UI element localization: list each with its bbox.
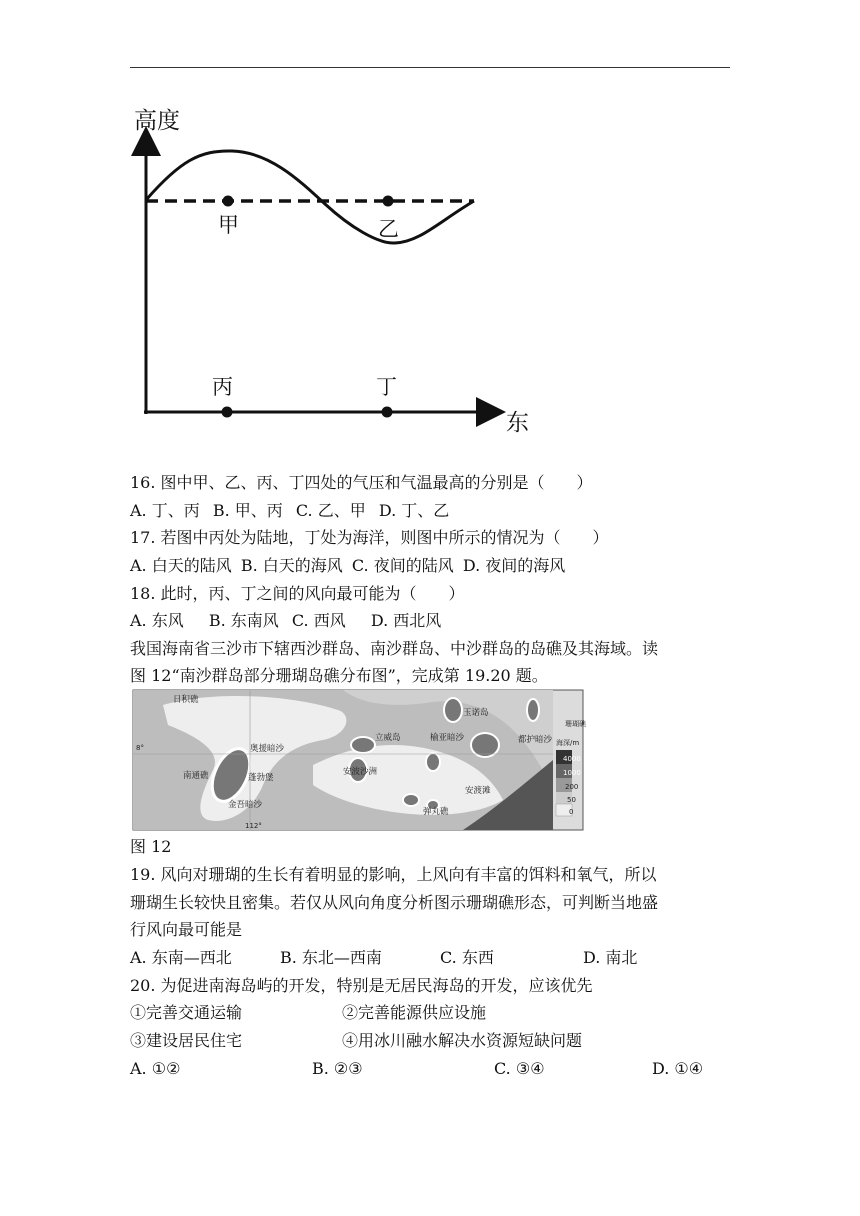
- isobar-curve: [146, 151, 474, 243]
- map-label: 都护暗沙: [518, 735, 553, 745]
- q16-options: [130, 500, 449, 522]
- point-ding: [382, 407, 393, 418]
- q17-option-d[interactable]: D. 夜间的海风: [462, 556, 566, 575]
- label-bing: 丙: [212, 375, 233, 399]
- reef: [471, 733, 499, 757]
- map-label: 南通礁: [183, 771, 209, 781]
- q18-options: [130, 610, 441, 632]
- reef: [444, 698, 462, 722]
- q19-option-b[interactable]: B. 东北—西南: [280, 948, 382, 967]
- map-label: 立威岛: [375, 733, 401, 743]
- label-jia: 甲: [218, 213, 239, 237]
- legend-title: 海深/m: [556, 739, 580, 747]
- q19-option-c[interactable]: C. 东西: [440, 948, 494, 967]
- legend-label: 50: [567, 796, 576, 804]
- q20-option-a[interactable]: A. ①②: [130, 1059, 181, 1078]
- map-label: 榆亚暗沙: [430, 733, 465, 743]
- legend-label: 0: [569, 808, 574, 816]
- pressure-diagram: [120, 96, 540, 446]
- map-label: 弹丸礁: [423, 807, 449, 817]
- y-axis-label: 高度: [134, 108, 180, 134]
- coord-longitude: 112°: [245, 822, 262, 830]
- q16-option-b[interactable]: B. 甲、丙: [212, 501, 283, 520]
- q20-item-2: ②完善能源供应设施: [342, 1003, 487, 1022]
- q18-option-b[interactable]: B. 东南风: [208, 611, 279, 630]
- map-label: 安波沙洲: [343, 767, 378, 777]
- q17-stem: 17. 若图中丙处为陆地，丁处为海洋，则图中所示的情况为（ ）: [130, 528, 609, 547]
- reef: [426, 753, 440, 771]
- q18-option-a[interactable]: A. 东风: [130, 611, 184, 630]
- q19-stem-3: 行风向最可能是: [130, 920, 243, 939]
- map-label: 珊瑚礁: [565, 720, 586, 728]
- point-yi: [383, 196, 394, 207]
- map-label: 玉诺岛: [463, 708, 489, 718]
- q19-option-a[interactable]: A. 东南—西北: [130, 948, 232, 967]
- intro-line-1: 我国海南省三沙市下辖西沙群岛、南沙群岛、中沙群岛的岛礁及其海域。读: [130, 639, 659, 658]
- reef: [527, 699, 539, 721]
- q20-item-4: ④用冰川融水解决水资源短缺问题: [342, 1031, 583, 1050]
- map-label: 奥援暗沙: [250, 744, 285, 754]
- q18-option-d[interactable]: D. 西北风: [370, 611, 442, 630]
- q19-option-d[interactable]: D. 南北: [583, 948, 638, 967]
- header-rule: [130, 67, 730, 68]
- q20-items-row-2: [130, 1030, 582, 1052]
- reef: [403, 794, 419, 806]
- q20-option-c[interactable]: C. ③④: [494, 1059, 545, 1078]
- label-ding: 丁: [376, 375, 397, 399]
- q20-item-1: ①完善交通运输: [130, 1003, 243, 1022]
- figure-12-caption: 图 12: [130, 837, 172, 856]
- q17-option-b[interactable]: B. 白天的海风: [240, 556, 343, 575]
- q19-stem-2: 珊瑚生长较快且密集。若仅从风向角度分析图示珊瑚礁形态，可判断当地盛: [130, 893, 659, 912]
- map-label: 安渡滩: [465, 786, 491, 796]
- point-bing: [222, 407, 233, 418]
- q16-stem: 16. 图中甲、乙、丙、丁四处的气压和气温最高的分别是（ ）: [130, 473, 593, 492]
- label-yi: 乙: [378, 217, 399, 241]
- point-jia: [223, 196, 234, 207]
- q20-option-b[interactable]: B. ②③: [312, 1059, 363, 1078]
- legend-label: 4000: [563, 755, 581, 763]
- q20-item-3: ③建设居民住宅: [130, 1031, 243, 1050]
- q18-stem: 18. 此时，丙、丁之间的风向最可能为（ ）: [130, 584, 465, 603]
- map-label: 日积礁: [173, 695, 199, 705]
- coord-latitude: 8°: [136, 744, 144, 752]
- q17-option-a[interactable]: A. 白天的陆风: [130, 556, 232, 575]
- nansha-reef-map: [133, 690, 586, 830]
- q16-option-a[interactable]: A. 丁、丙: [130, 501, 200, 520]
- q18-option-c[interactable]: C. 西风: [291, 611, 346, 630]
- q19-options: [130, 947, 637, 969]
- q19-stem-1: 19. 风向对珊瑚的生长有着明显的影响，上风向有丰富的饵料和氧气，所以: [130, 865, 657, 884]
- x-axis-label: 东: [506, 410, 529, 436]
- map-label: 金吾暗沙: [228, 800, 263, 810]
- q16-option-c[interactable]: C. 乙、甲: [295, 501, 366, 520]
- legend-label: 200: [565, 783, 579, 791]
- q17-options: [130, 555, 565, 577]
- q20-stem: 20. 为促进南海岛屿的开发，特别是无居民海岛的开发，应该优先: [130, 976, 593, 995]
- q17-option-c[interactable]: C. 夜间的陆风: [351, 556, 454, 575]
- q20-option-d[interactable]: D. ①④: [652, 1059, 704, 1078]
- intro-line-2: 图 12“南沙群岛部分珊瑚岛礁分布图”，完成第 19.20 题。: [130, 666, 548, 685]
- q20-items-row-1: [130, 1002, 486, 1024]
- map-label: 蓬勃堡: [248, 773, 274, 783]
- reef: [351, 737, 375, 753]
- q16-option-d[interactable]: D. 丁、乙: [378, 501, 450, 520]
- legend-label: 1000: [563, 769, 581, 777]
- q20-options: [130, 1058, 703, 1080]
